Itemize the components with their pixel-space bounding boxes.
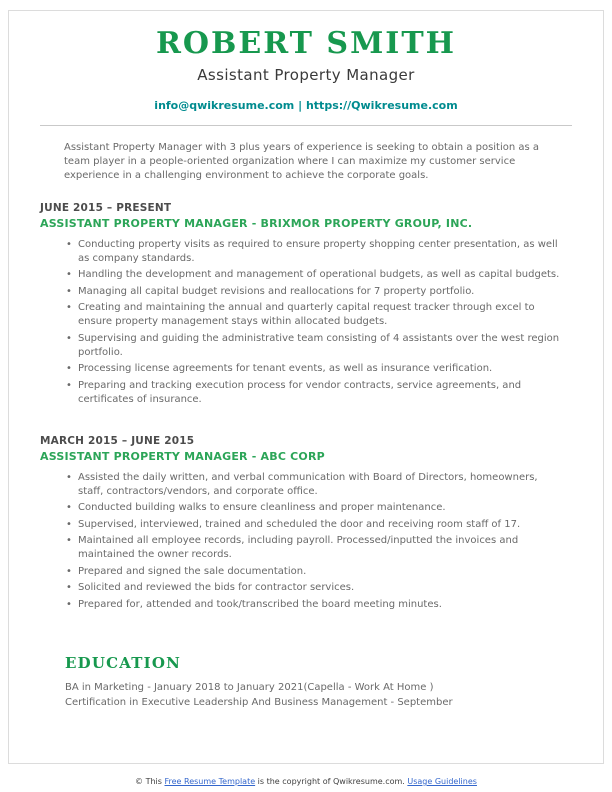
candidate-title: Assistant Property Manager: [197, 66, 415, 84]
header-divider: [40, 125, 572, 126]
bullet-item: • Handling the development and management of operational budgets, as well as capital budgets.: [65, 268, 560, 282]
experience-dates: MARCH 2015 – JUNE 2015: [40, 434, 195, 447]
bullet-item: • Prepared and signed the sale documentation.: [65, 565, 560, 579]
contact-separator: |: [294, 99, 306, 112]
contact-email-link[interactable]: info@qwikresume.com: [154, 99, 295, 112]
bullet-item: • Managing all capital budget revisions and reallocations for 7 property portfolio.: [65, 285, 560, 299]
bullet-item: • Creating and maintaining the annual and quarterly capital request tracker through excel to ensure property management stays within allocated budgets.: [65, 301, 560, 329]
footer-copyright-middle: is the copyright of Qwikresume.com.: [255, 777, 408, 786]
experience-section-2: [40, 435, 572, 612]
bullet-item: • Preparing and tracking execution process for vendor contracts, service agreements, and certificates of insurance.: [65, 379, 560, 407]
page-footer: [0, 777, 612, 786]
bullet-item: • Supervised, interviewed, trained and scheduled the door and receiving room staff of 17.: [65, 518, 560, 532]
candidate-name: ROBERT SMITH: [155, 26, 457, 61]
education-line: BA in Marketing - January 2018 to January 2021(Capella - Work At Home ): [65, 681, 434, 693]
education-line: Certification in Executive Leadership And Business Management - September: [65, 696, 453, 708]
summary-paragraph: Assistant Property Manager with 3 plus years of experience is seeking to obtain a position as a team player in a people-oriented organization where I can maximize my customer service experience in a challenging environment to achieve the corporate goals.: [64, 142, 540, 182]
bullet-item: • Conducting property visits as required to ensure property shopping center presentation, as well as company standards.: [65, 238, 560, 266]
bullet-item: • Conducted building walks to ensure cleanliness and proper maintenance.: [65, 501, 560, 515]
bullet-item: • Supervising and guiding the administrative team consisting of 4 assistants over the west region portfolio.: [65, 332, 560, 360]
experience-dates: JUNE 2015 – PRESENT: [40, 201, 172, 214]
experience-bullet-list: [40, 471, 572, 612]
experience-role-heading: ASSISTANT PROPERTY MANAGER - BRIXMOR PROPERTY GROUP, INC.: [40, 216, 473, 230]
footer-copyright-prefix: © This: [135, 777, 165, 786]
footer-link-usage-guidelines[interactable]: Usage Guidelines: [407, 777, 477, 786]
bullet-item: • Assisted the daily written, and verbal communication with Board of Directors, homeowners, staff, contractors/vendors, and corporate office.: [65, 471, 560, 499]
education-section: [40, 654, 572, 710]
footer-link-free-resume-template[interactable]: Free Resume Template: [164, 777, 256, 786]
experience-section-1: [40, 202, 572, 407]
bullet-item: • Prepared for, attended and took/transcribed the board meeting minutes.: [65, 598, 560, 612]
experience-bullet-list: [40, 238, 572, 407]
contact-url-link[interactable]: https://Qwikresume.com: [305, 99, 458, 112]
bullet-item: • Solicited and reviewed the bids for contractor services.: [65, 581, 560, 595]
experience-role-heading: ASSISTANT PROPERTY MANAGER - ABC CORP: [40, 449, 325, 463]
bullet-item: • Processing license agreements for tenant events, as well as insurance verification.: [65, 362, 560, 376]
education-lines: [65, 680, 560, 710]
contact-line: [40, 99, 572, 112]
bullet-item: • Maintained all employee records, including payroll. Processed/inputted the invoices and maintained the owner records.: [65, 534, 560, 562]
education-heading: EDUCATION: [65, 653, 182, 672]
